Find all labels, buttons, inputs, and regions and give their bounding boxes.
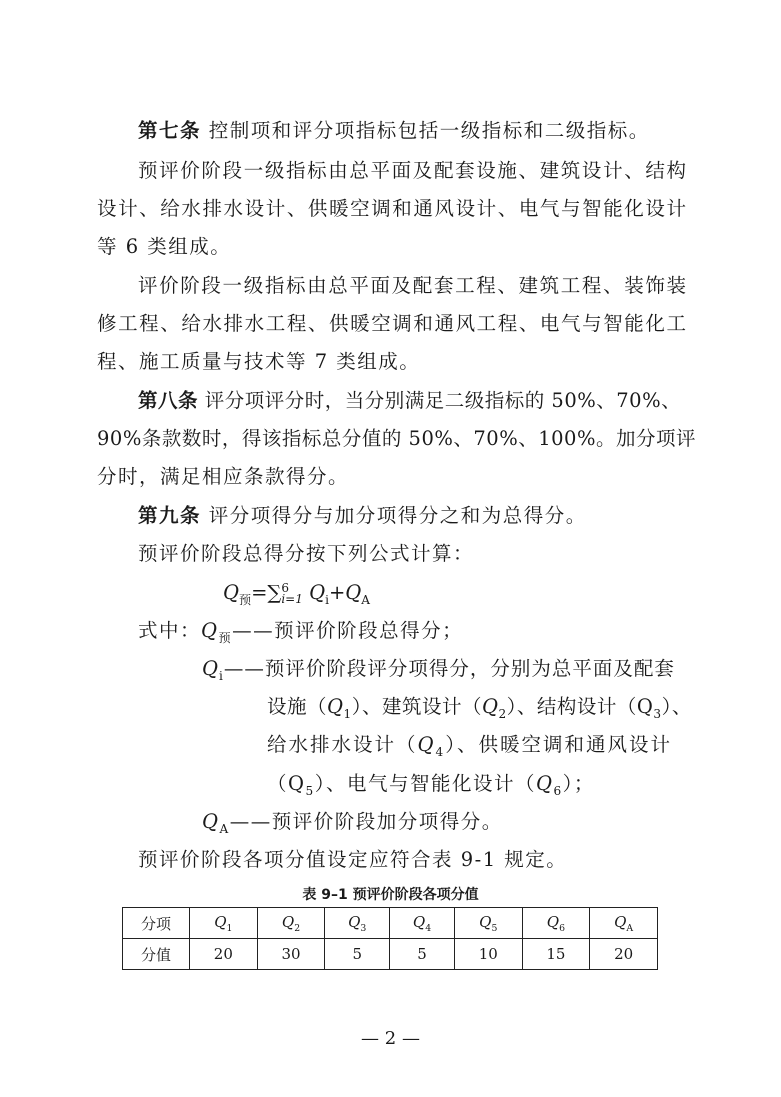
article7-line: [138, 117, 738, 145]
article7-text: 控制项和评分项指标包括一级指标和二级指标。: [208, 119, 650, 142]
article7-para2-line3: 等 6 类组成。: [97, 235, 232, 258]
table-header-cell: [590, 908, 658, 939]
def2-l2-d: ）、: [661, 695, 692, 718]
article7-para2-line2: 设计、给水排水设计、供暖空调和通风设计、电气与智能化设计: [97, 197, 686, 220]
def2-l3-b: ）、供暖空调和通风设计: [445, 733, 672, 756]
formula-term2-sub: A: [361, 592, 371, 607]
q3-symbol: Q: [636, 695, 654, 718]
table-header-cell: [325, 908, 390, 939]
article7-para3-line2: 修工程、给水排水工程、供暖空调和通风工程、电气与智能化工: [97, 312, 686, 335]
col-symbol: Q: [479, 912, 492, 931]
table-value-row: [123, 939, 658, 970]
table-title: 表 9–1 预评价阶段各项分值: [302, 887, 479, 903]
def2-l4-a: （: [267, 772, 289, 795]
page-number: — 2 —: [361, 1028, 420, 1049]
col-sub: 1: [226, 922, 233, 934]
def3-symbol: Q: [202, 810, 220, 833]
article7-para3-line1: 评价阶段一级指标由总平面及配套工程、建筑工程、装饰装: [138, 274, 686, 297]
article8-heading: 第八条: [138, 389, 199, 412]
formula-sum: ∑: [267, 581, 282, 604]
def2-text: ——预评价阶段评分项得分，分别为总平面及配套: [223, 657, 675, 680]
formula-sum-lower: i=1: [281, 591, 303, 606]
def2-l4-c: ）；: [562, 772, 595, 795]
q1-symbol: Q: [327, 695, 344, 718]
table-value-cell: 30: [257, 939, 325, 970]
formula-term1-sub: i: [325, 592, 329, 607]
table-value-cell: 20: [190, 939, 258, 970]
table-row2-label: 分值: [123, 939, 190, 970]
table-value-cell: 10: [454, 939, 522, 970]
article8-line1-wrap: [138, 387, 738, 415]
def2-l2-c: ）、结构设计（: [506, 695, 637, 718]
def2-l2-b: ）、建筑设计（: [351, 695, 482, 718]
col-sub: 5: [491, 922, 498, 934]
article7-para3-line3: 程、施工质量与技术等 7 类组成。: [97, 350, 421, 373]
col-symbol: Q: [348, 912, 361, 931]
def1-symbol: Q: [201, 619, 219, 642]
article8-line3: 分时，满足相应条款得分。: [97, 465, 350, 488]
def3-text: ——预评价阶段加分项得分。: [229, 810, 503, 833]
col-symbol: Q: [281, 912, 295, 931]
def3-sub: A: [219, 821, 230, 836]
col-sub: 4: [425, 922, 432, 934]
q6-symbol: Q: [535, 772, 554, 795]
article9-line: [138, 502, 738, 530]
def2-line4: [267, 770, 781, 805]
col-symbol: Q: [546, 912, 560, 931]
article8-line1: 评分项评分时，当分别满足二级指标的 50%、70%、: [204, 389, 682, 412]
col-sub: 3: [360, 922, 367, 934]
formula-term1: Q: [309, 581, 326, 604]
table-reference: 预评价阶段各项分值设定应符合表 9-1 规定。: [138, 848, 568, 871]
table-header-cell: [257, 908, 325, 939]
def2-sub: i: [219, 668, 224, 683]
article9-text: 评分项得分与加分项得分之和为总得分。: [208, 504, 587, 527]
col-sub: 6: [559, 922, 566, 934]
q2-sub: 2: [498, 706, 507, 721]
q5-symbol: Q: [288, 772, 306, 795]
col-sub: A: [626, 922, 634, 934]
article8-line2: 90%条款数时，得该指标总分值的 50%、70%、100%。加分项评: [97, 427, 696, 450]
table-value-cell: 15: [522, 939, 590, 970]
def1-text: ——预评价阶段总得分；: [232, 619, 464, 642]
table-header-cell: [522, 908, 590, 939]
col-symbol: Q: [412, 912, 426, 931]
q4-symbol: Q: [417, 733, 436, 756]
table-header-cell: [454, 908, 522, 939]
formula-sum-upper: 6: [281, 580, 289, 595]
article7-para2-line1: 预评价阶段一级指标由总平面及配套设施、建筑设计、结构: [138, 159, 686, 182]
def1-sub: 预: [218, 630, 233, 645]
q2-symbol: Q: [481, 695, 499, 718]
table-header-row: [123, 908, 658, 939]
formula: [223, 579, 781, 614]
article9-heading: 第九条: [138, 504, 202, 527]
def2-l2-a: 设施（: [267, 695, 328, 718]
formula-intro: 预评价阶段总得分按下列公式计算：: [138, 542, 475, 565]
col-symbol: Q: [214, 912, 227, 931]
where-label: 式中：: [138, 619, 202, 642]
col-sub: 2: [294, 922, 301, 934]
table-value-cell: 20: [590, 939, 658, 970]
def2-l4-b: ）、电气与智能化设计（: [314, 772, 536, 795]
def1-line: [138, 617, 738, 652]
formula-lhs-sub: 预: [239, 592, 252, 607]
table-header-cell: [190, 908, 258, 939]
q4-sub: 4: [435, 744, 446, 759]
q3-sub: 3: [653, 706, 662, 721]
article7-heading: 第七条: [138, 119, 202, 142]
formula-equals: =: [251, 581, 268, 604]
table-value-cell: 5: [325, 939, 390, 970]
table-row1-label: 分项: [123, 908, 190, 939]
def2-l3-a: 给水排水设计（: [267, 733, 418, 756]
def2-line3: [267, 731, 781, 766]
q6-sub: 6: [553, 783, 563, 798]
def2-line2: [267, 693, 781, 728]
q1-sub: 1: [343, 706, 352, 721]
formula-term2: Q: [345, 581, 362, 604]
col-symbol: Q: [614, 912, 627, 931]
table-header-cell: [390, 908, 455, 939]
q5-sub: 5: [305, 783, 315, 798]
def2-line1: [202, 655, 781, 690]
formula-plus: +: [328, 581, 346, 604]
formula-lhs: Q: [223, 581, 239, 604]
def3-line: [202, 808, 781, 843]
table-value-cell: 5: [390, 939, 455, 970]
score-table: [122, 907, 658, 970]
def2-symbol: Q: [202, 657, 219, 680]
